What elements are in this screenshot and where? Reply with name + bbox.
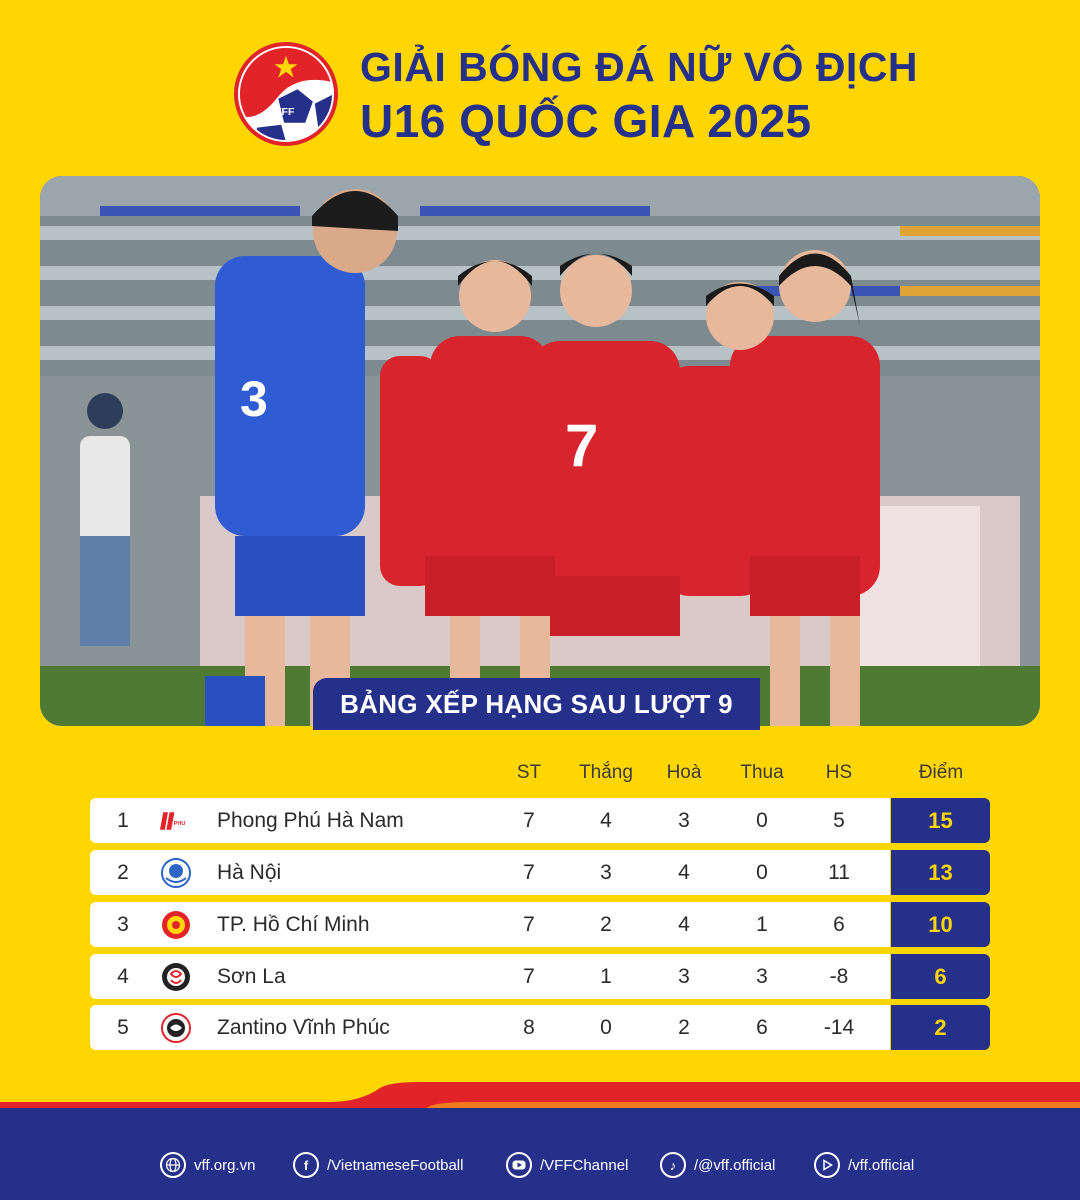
rank: 2	[117, 861, 129, 884]
team-name: Zantino Vĩnh Phúc	[217, 1016, 390, 1039]
losses: 0	[756, 809, 768, 832]
zantino-vinh-phuc-logo	[160, 1013, 192, 1043]
table-row	[90, 1005, 990, 1050]
footer-link-youtube[interactable]	[506, 1151, 628, 1179]
team-name: TP. Hồ Chí Minh	[217, 913, 370, 936]
rank: 1	[117, 809, 129, 832]
ha-noi-logo	[160, 858, 192, 888]
rank: 3	[117, 913, 129, 936]
matches-played: 7	[523, 861, 535, 884]
facebook-icon: f	[293, 1152, 319, 1178]
points: 2	[891, 1005, 990, 1050]
svg-text:3: 3	[240, 371, 268, 427]
footer-link-text: /VietnameseFootball	[327, 1156, 464, 1174]
points: 10	[891, 902, 990, 947]
team-name: Sơn La	[217, 965, 286, 988]
draws: 4	[678, 861, 690, 884]
goal-difference: 6	[833, 913, 845, 936]
table-row	[90, 850, 990, 895]
globe-icon	[160, 1152, 186, 1178]
column-header-hs: HS	[825, 762, 853, 783]
matches-played: 7	[523, 809, 535, 832]
matches-played: 7	[523, 965, 535, 988]
footer-link-text: /VFFChannel	[540, 1156, 629, 1174]
footer-link-tiktok[interactable]	[660, 1151, 775, 1179]
column-header-diem: Điểm	[918, 762, 964, 783]
draws: 2	[678, 1016, 690, 1039]
wins: 3	[600, 861, 612, 884]
footer-link-text: vff.org.vn	[194, 1156, 256, 1174]
goal-difference: -8	[829, 965, 849, 988]
table-row	[90, 798, 990, 843]
losses: 1	[756, 913, 768, 936]
match-photo	[40, 176, 1040, 726]
points: 6	[891, 954, 990, 999]
rank: 5	[117, 1016, 129, 1039]
losses: 6	[756, 1016, 768, 1039]
phong-phu-logo	[160, 806, 192, 836]
matches-played: 7	[523, 913, 535, 936]
son-la-logo	[160, 962, 192, 992]
goal-difference: -14	[823, 1016, 855, 1039]
rank: 4	[117, 965, 129, 988]
draws: 3	[678, 965, 690, 988]
column-header-thang: Thắng	[579, 762, 633, 783]
footer-link-text: /@vff.official	[694, 1156, 776, 1174]
vff-logo-text: VFF	[274, 106, 295, 119]
title-line-2: U16 QUỐC GIA 2025	[360, 95, 812, 147]
svg-text:PHU: PHU	[173, 821, 186, 827]
footer-link-website[interactable]	[160, 1151, 255, 1179]
column-header-st: ST	[516, 762, 542, 783]
goal-difference: 5	[833, 809, 845, 832]
youtube-icon	[506, 1152, 532, 1178]
table-header	[0, 762, 1080, 788]
wins: 2	[600, 913, 612, 936]
losses: 0	[756, 861, 768, 884]
title-line-1: GIẢI BÓNG ĐÁ NỮ VÔ ĐỊCH	[360, 44, 919, 90]
svg-text:7: 7	[565, 412, 599, 479]
table-row	[90, 954, 990, 999]
play-icon	[814, 1152, 840, 1178]
column-header-thua: Thua	[740, 762, 784, 783]
page-title	[360, 40, 1000, 148]
goal-difference: 11	[828, 861, 850, 884]
points: 15	[891, 798, 990, 843]
points: 13	[891, 850, 990, 895]
column-header-hoa: Hoà	[666, 762, 702, 783]
tp-hcm-logo	[160, 910, 192, 940]
team-name: Hà Nội	[217, 861, 282, 884]
vff-logo	[234, 42, 338, 146]
wins: 1	[600, 965, 612, 988]
losses: 3	[756, 965, 768, 988]
tiktok-icon: ♪	[660, 1152, 686, 1178]
team-name: Phong Phú Hà Nam	[217, 809, 404, 832]
footer-link-play[interactable]	[814, 1151, 914, 1179]
matches-played: 8	[523, 1016, 535, 1039]
draws: 4	[678, 913, 690, 936]
footer-link-text: /vff.official	[848, 1156, 915, 1174]
wins: 0	[600, 1016, 612, 1039]
footer-link-facebook[interactable]	[293, 1151, 463, 1179]
standings-banner: BẢNG XẾP HẠNG SAU LƯỢT 9	[313, 678, 760, 730]
wins: 4	[600, 809, 612, 832]
table-row	[90, 902, 990, 947]
draws: 3	[678, 809, 690, 832]
